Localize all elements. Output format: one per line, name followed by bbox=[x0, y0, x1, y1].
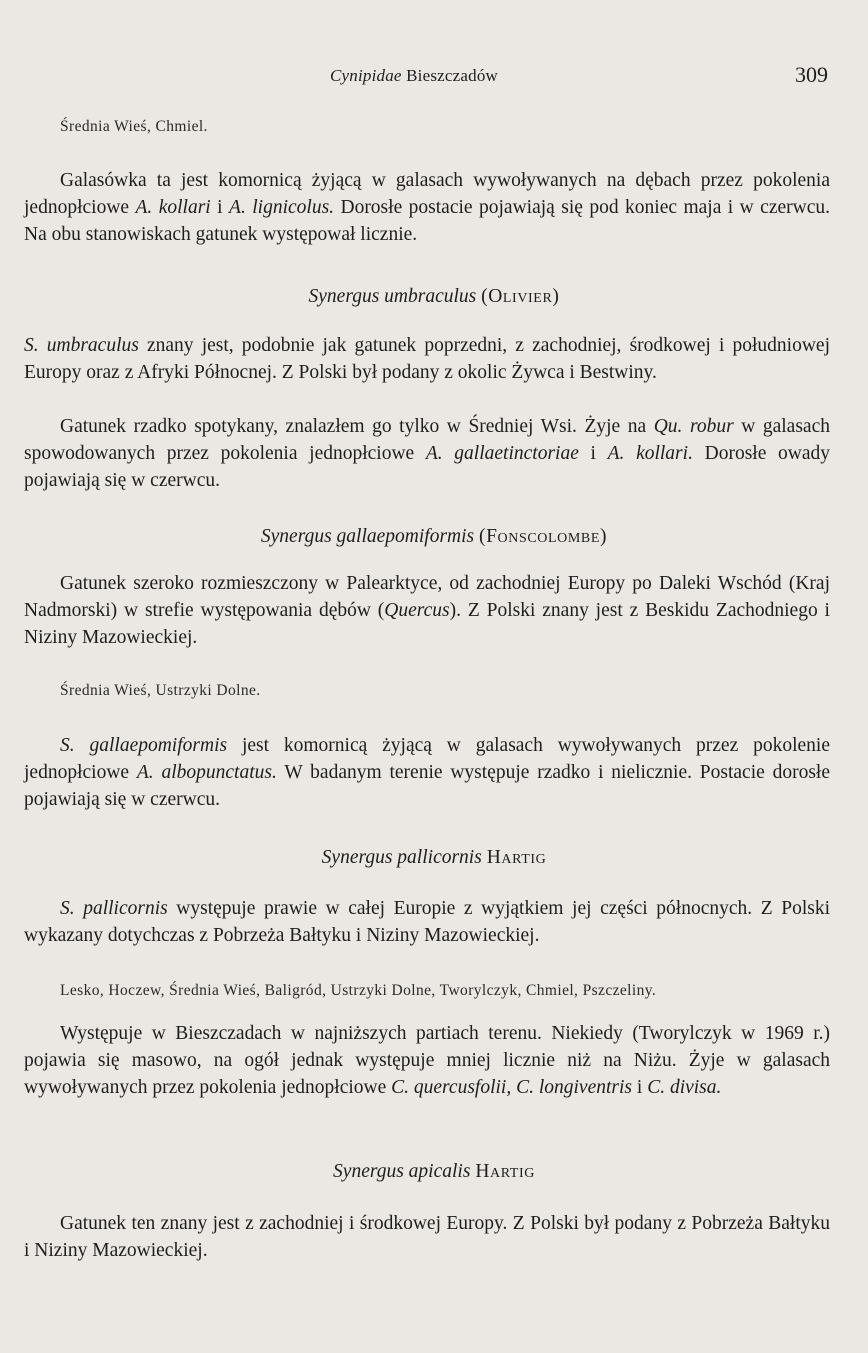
p1-species-kollari: A. kollari bbox=[135, 196, 211, 218]
p2-text: znany jest, podobnie jak gatunek poprzedni, z zachodniej, środkowej i południowej Europy oraz z Afryki Północnej. Z Polski był podany z okolic Żywca i Bestwiny. bbox=[24, 335, 830, 383]
page-number: 309 bbox=[795, 62, 828, 87]
p1-line2-a: pokolenia jednopłciowe bbox=[24, 170, 831, 218]
p1-line1: Galasówka ta jest komornicą żyjącą w galasach wywoływanych na dębach przez bbox=[60, 170, 743, 191]
p1-species-lignicolus: A. lignicolus. bbox=[229, 196, 335, 218]
p1-conj: i bbox=[210, 196, 230, 218]
species-name: Synergus pallicornis bbox=[321, 847, 482, 868]
p4-text-c: ). Z Polski znany jest z Beskidu Zachodniego i Niziny Mazowieckiej. bbox=[24, 599, 830, 648]
species-author: Hartig bbox=[486, 847, 547, 868]
p6-species: S. pallicornis bbox=[60, 898, 168, 919]
p6-text: występuje prawie w całej Europie z wyjątkiem jej części północnych. Z Polski wykazany dotychczas z Pobrzeża Bałtyku i Niziny Mazowieckiej. bbox=[24, 898, 830, 946]
species-heading-gallaepomiformis bbox=[0, 526, 868, 548]
species-name: Synergus gallaepomiformis bbox=[260, 526, 475, 547]
species-author: (Olivier) bbox=[481, 286, 560, 307]
paragraph-gallaepomiformis-biology bbox=[24, 733, 830, 813]
paragraph-umbraculus-distribution bbox=[24, 333, 830, 387]
paragraph-host-galls bbox=[24, 168, 830, 248]
p8-text: Gatunek ten znany jest z zachodniej i środkowej Europy. Z Polski był podany z Pobrzeża Bałtyku i Niziny Mazowieckiej. bbox=[24, 1213, 830, 1261]
localities-umbraculus-prev: Średnia Wieś, Chmiel. bbox=[60, 118, 208, 135]
p2-species: S. umbraculus bbox=[24, 335, 139, 356]
p7-text-a: Występuje w Bieszczadach w najniższych partiach terenu. Niekiedy (Tworylczyk w 1969 r.) pojawia się masowo, na ogół jednak występuje mniej licznie niż na Niżu. Żyje w galasach wywoływanych przez pokolenia jednopłciowe bbox=[24, 1023, 830, 1098]
p1-line2-e: Dorosłe postacie pojawiają się pod bbox=[334, 196, 619, 218]
p1-line3: koniec maja i w czerwcu. Na obu stanowiskach gatunek występował licznie. bbox=[24, 196, 830, 245]
p7-species-divisa: C. divisa. bbox=[647, 1076, 722, 1098]
p3-text-g: Dorosłe owady pojawiają się w czerwcu. bbox=[24, 442, 830, 491]
p5-species-albopunctatus: A. albopunctatus. bbox=[136, 761, 277, 783]
species-name: Synergus apicalis bbox=[333, 1161, 471, 1182]
p7-species-longiventris: C. longiventris bbox=[516, 1076, 633, 1098]
running-head-region: Bieszczadów bbox=[406, 66, 499, 85]
paragraph-apicalis-distribution bbox=[24, 1211, 830, 1265]
p5-species: S. gallaepomiformis bbox=[60, 735, 228, 756]
paragraph-pallicornis-biology bbox=[24, 1021, 830, 1101]
running-head bbox=[330, 66, 498, 86]
species-heading-umbraculus bbox=[0, 286, 868, 308]
species-heading-pallicornis bbox=[0, 847, 868, 869]
p5-text-b: jest komornicą żyjącą w galasach wywoływanych przez pokolenie jednopłciowe bbox=[24, 735, 830, 783]
p3-species-kollari: A. kollari. bbox=[607, 442, 693, 464]
p3-text-c: w galasach spowodowanych przez pokolenia jednopłciowe bbox=[24, 416, 830, 464]
species-author: Hartig bbox=[475, 1161, 535, 1182]
p3-species-gallaetinctoriae: A. gallaetinctoriae bbox=[425, 442, 579, 464]
p5-text-d: W badanym terenie występuje rzadko i nielicznie. Postacie dorosłe pojawiają się w czerwcu. bbox=[24, 761, 830, 810]
p3-host-robur: Qu. robur bbox=[653, 416, 734, 437]
species-author: (Fonscolombe) bbox=[479, 526, 608, 547]
paragraph-pallicornis-distribution bbox=[24, 896, 830, 950]
paragraph-gallaepomiformis-distribution bbox=[24, 571, 830, 651]
p7-species-quercusfolii: C. quercusfolii, bbox=[391, 1076, 512, 1098]
species-heading-apicalis bbox=[0, 1161, 868, 1183]
species-name: Synergus umbraculus bbox=[308, 286, 477, 307]
page-header bbox=[0, 62, 868, 92]
localities-pallicornis: Lesko, Hoczew, Średnia Wieś, Baligród, Ustrzyki Dolne, Tworylczyk, Chmiel, Pszczeliny. bbox=[60, 982, 657, 999]
paragraph-umbraculus-biology bbox=[24, 414, 830, 494]
localities-gallaepomiformis: Średnia Wieś, Ustrzyki Dolne. bbox=[60, 682, 261, 699]
p3-conj: i bbox=[578, 442, 608, 464]
p3-text-a: Gatunek rzadko spotykany, znalazłem go tylko w Średniej Wsi. Żyje na bbox=[60, 416, 654, 437]
p7-conj: i bbox=[632, 1076, 648, 1098]
running-head-family: Cynipidae bbox=[330, 66, 402, 85]
p4-genus-quercus: Quercus bbox=[384, 599, 450, 621]
p4-text-a: Gatunek szeroko rozmieszczony w Palearktyce, od zachodniej Europy po Daleki Wschód (Kraj Nadmorski) w strefie występowania dębów ( bbox=[24, 573, 830, 621]
